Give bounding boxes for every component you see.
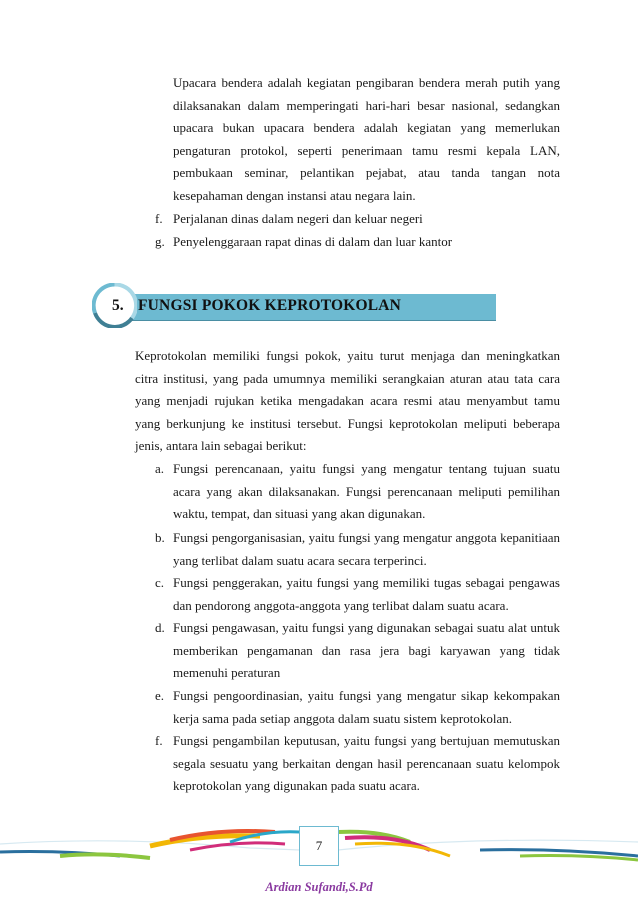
list-marker: f. bbox=[155, 733, 163, 748]
list-marker: g. bbox=[155, 234, 165, 249]
list-marker: c. bbox=[155, 575, 165, 590]
section-title: FUNGSI POKOK KEPROTOKOLAN bbox=[138, 297, 402, 314]
list-item bbox=[155, 458, 560, 526]
section-number: 5. bbox=[112, 297, 124, 314]
list-item bbox=[155, 685, 560, 730]
author-name: Ardian Sufandi,S.Pd bbox=[265, 880, 373, 894]
list-item bbox=[155, 231, 560, 254]
list-item bbox=[155, 617, 560, 685]
list-marker: d. bbox=[155, 620, 165, 635]
list-marker: e. bbox=[155, 688, 165, 703]
list-item-text: Fungsi pengambilan keputusan, yaitu fungsi yang bertujuan memutuskan segala sesuatu yang berkaitan dengan hasil perencanaan suatu kelompok keprotokolan yang digunakan pada suatu acara. bbox=[173, 733, 560, 794]
list-item-text: Fungsi pengorganisasian, yaitu fungsi yang mengatur anggota kepanitiaan yang terlibat dalam suatu acara secara terperinci. bbox=[173, 530, 560, 568]
list-item-text: Fungsi pengawasan, yaitu fungsi yang digunakan sebagai suatu alat untuk memberikan pengamanan dan rasa jera bagi karyawan yang tidak memenuhi peraturan bbox=[173, 620, 560, 681]
list-item-text: Fungsi perencanaan, yaitu fungsi yang mengatur tentang tujuan suatu acara yang akan dilaksanakan. Fungsi perencanaan meliputi pemilihan waktu, tempat, dan situasi yang akan digunakan. bbox=[173, 461, 560, 522]
list-item bbox=[155, 572, 560, 617]
list-marker: f. bbox=[155, 211, 163, 226]
list-item-text: Perjalanan dinas dalam negeri dan keluar negeri bbox=[173, 211, 423, 226]
list-item bbox=[155, 208, 560, 231]
continuation-paragraph: Upacara bendera adalah kegiatan pengibaran bendera merah putih yang dilaksanakan dalam memperingati hari-hari besar nasional, sedangkan upacara bukan upacara bendera adalah kegiatan yang memerlukan pengaturan protokol, seperti penerimaan tamu resmi kepala LAN, pembukaan seminar, pelantikan pejabat, atau tanda tangan nota kesepahaman dengan instansi atau negara lain. bbox=[173, 75, 560, 203]
list-marker: b. bbox=[155, 530, 165, 545]
intro-paragraph: Keprotokolan memiliki fungsi pokok, yaitu turut menjaga dan meningkatkan citra institusi, yang pada umumnya memiliki serangkaian aturan atau tata cara yang menjadi rujukan ketika mengadakan acara resmi atau menyambut tamu yang berkunjung ke institusi tersebut. Fungsi keprotokolan meliputi beberapa jenis, antara lain sebagai berikut: bbox=[135, 348, 560, 454]
list-item bbox=[155, 527, 560, 572]
page-number: 7 bbox=[299, 826, 339, 866]
list-marker: a. bbox=[155, 461, 165, 476]
list-item-text: Penyelenggaraan rapat dinas di dalam dan luar kantor bbox=[173, 234, 453, 249]
section-heading-banner bbox=[92, 283, 496, 328]
list-item-text: Fungsi penggerakan, yaitu fungsi yang memiliki tugas sebagai pengawas dan pendorong anggota-anggota yang terlibat dalam suatu acara. bbox=[173, 575, 560, 613]
list-item bbox=[155, 730, 560, 798]
list-item-text: Fungsi pengoordinasian, yaitu fungsi yang mengatur sikap kekompakan kerja sama pada setiap anggota dalam suatu sistem keprotokolan. bbox=[173, 688, 560, 726]
